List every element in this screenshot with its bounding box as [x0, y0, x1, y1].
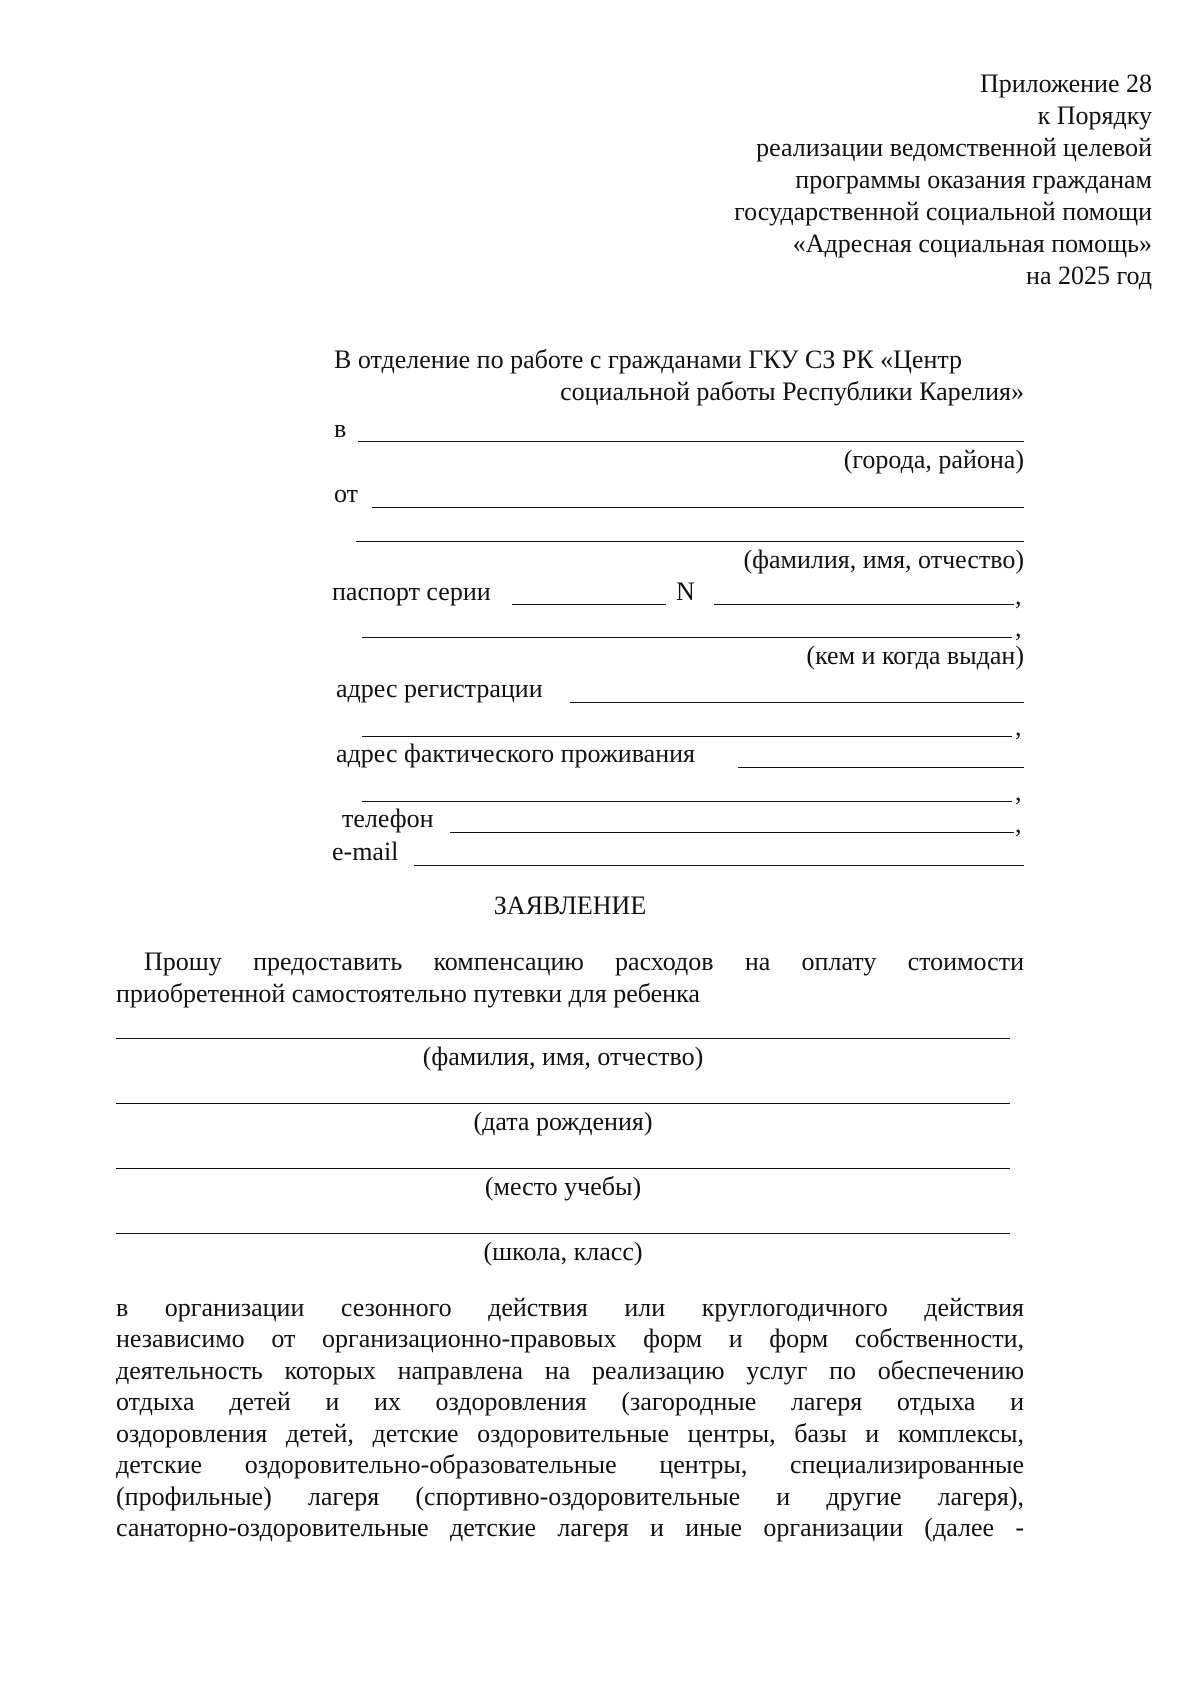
actual-address-field-line-2[interactable]	[362, 801, 1012, 802]
phone-field[interactable]	[450, 832, 1014, 833]
v-label: в	[334, 414, 347, 443]
comma: ,	[1015, 712, 1022, 741]
email-field[interactable]	[414, 865, 1024, 866]
body-line: (профильные) лагеря (спортивно-оздоровительные и другие лагеря),	[116, 1482, 1024, 1511]
fio-field-line-2[interactable]	[356, 541, 1024, 542]
body-line: независимо от организационно-правовых форм и форм собственности,	[116, 1324, 1024, 1353]
issued-hint: (кем и когда выдан)	[806, 641, 1024, 670]
fio-hint: (фамилия, имя, отчество)	[743, 545, 1024, 574]
appendix-line: государственной социальной помощи	[734, 197, 1152, 226]
email-label: e-mail	[332, 837, 399, 866]
passport-number-label: N	[676, 577, 695, 606]
statement-intro-line-1: Прошу предоставить компенсацию расходов на оплату стоимости	[144, 947, 1024, 976]
reg-address-field[interactable]	[570, 702, 1024, 703]
passport-number-field[interactable]	[714, 604, 1014, 605]
fio-field[interactable]	[372, 507, 1024, 508]
appendix-line: на 2025 год	[1026, 261, 1152, 290]
birth-date-field[interactable]	[116, 1103, 1010, 1104]
body-line: деятельность которых направлена на реализацию услуг по обеспечению	[116, 1356, 1024, 1385]
birth-date-hint: (дата рождения)	[473, 1107, 653, 1136]
school-class-field[interactable]	[116, 1233, 1010, 1234]
city-hint: (города, района)	[843, 445, 1024, 474]
appendix-line: Приложение 28	[979, 69, 1152, 98]
comma: ,	[1015, 613, 1022, 642]
body-line: оздоровления детей, детские оздоровительные центры, базы и комплексы,	[116, 1419, 1024, 1448]
comma: ,	[1015, 777, 1022, 806]
phone-label: телефон	[342, 804, 434, 833]
city-field[interactable]	[358, 441, 1024, 442]
addressee-line-1: В отделение по работе с гражданами ГКУ СЗ РК «Центр	[334, 345, 963, 374]
school-class-hint: (школа, класс)	[483, 1237, 643, 1266]
comma: ,	[1015, 581, 1022, 610]
addressee-line-2: социальной работы Республики Карелия»	[560, 377, 1024, 406]
body-line: отдыха детей и их оздоровления (загородные лагеря отдыха и	[116, 1387, 1024, 1416]
statement-title: ЗАЯВЛЕНИЕ	[493, 891, 647, 920]
actual-address-label: адрес фактического проживания	[336, 739, 695, 768]
passport-issued-field[interactable]	[362, 637, 1012, 638]
child-fio-hint: (фамилия, имя, отчество)	[422, 1042, 704, 1071]
child-fio-field[interactable]	[116, 1038, 1010, 1039]
appendix-line: «Адресная социальная помощь»	[792, 229, 1152, 258]
reg-address-field-line-2[interactable]	[362, 736, 1012, 737]
body-line: санаторно-оздоровительные детские лагеря и иные организации (далее -	[116, 1513, 1024, 1542]
comma: ,	[1015, 809, 1022, 838]
passport-label: паспорт серии	[332, 577, 491, 606]
study-place-hint: (место учебы)	[484, 1172, 642, 1201]
reg-address-label: адрес регистрации	[336, 674, 543, 703]
appendix-line: к Порядку	[1037, 101, 1152, 130]
passport-series-field[interactable]	[512, 604, 666, 605]
appendix-line: реализации ведомственной целевой	[756, 133, 1152, 162]
body-line: детские оздоровительно-образовательные центры, специализированные	[116, 1450, 1024, 1479]
from-label: от	[334, 479, 359, 508]
study-place-field[interactable]	[116, 1168, 1010, 1169]
actual-address-field[interactable]	[738, 767, 1024, 768]
appendix-line: программы оказания гражданам	[795, 165, 1152, 194]
body-line: в организации сезонного действия или круглогодичного действия	[116, 1293, 1024, 1322]
statement-intro-line-2: приобретенной самостоятельно путевки для ребенка	[116, 979, 700, 1008]
